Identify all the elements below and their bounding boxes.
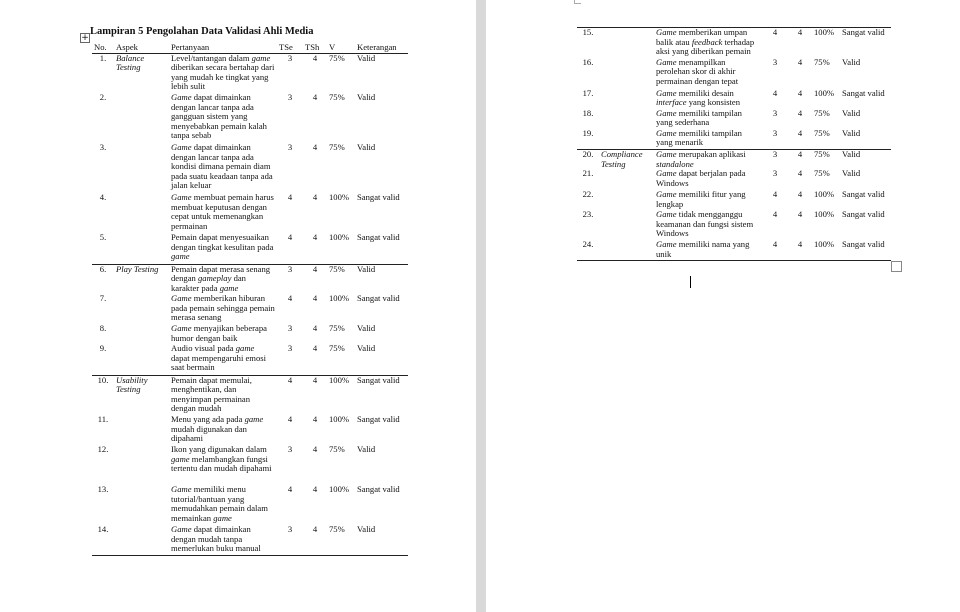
row-tse: 4	[287, 485, 293, 495]
row-question: Menu yang ada pada game mudah digunakan dan dipahami	[171, 415, 264, 444]
row-question: Game memberikan umpan balik atau feedback terhadap aksi yang diberikan pemain	[654, 28, 762, 58]
table-body-right	[577, 28, 891, 261]
row-question: Game memiliki nama yang unik	[654, 240, 762, 260]
table-row	[577, 28, 891, 58]
row-number: 8.	[99, 324, 107, 334]
row-tsh: 4	[312, 344, 318, 354]
row-number: 22.	[582, 190, 594, 200]
header-aspek: Aspek	[114, 43, 169, 53]
row-question: Game tidak mengganggu keamanan dan fungsi sistem Windows	[656, 210, 754, 239]
row-keterangan: Sangat valid	[357, 415, 400, 425]
row-question: Game dapat dimainkan dengan mudah tanpa memerlukan buku manual	[169, 525, 277, 555]
row-v: 100%	[329, 193, 350, 203]
row-number: 6.	[92, 264, 114, 294]
row-keterangan: Sangat valid	[357, 294, 400, 304]
row-number: 9.	[99, 344, 107, 354]
row-tse: 3	[772, 169, 778, 179]
row-aspect: Usability Testing	[114, 375, 169, 415]
row-keterangan: Valid	[357, 143, 376, 153]
row-tse: 3	[772, 128, 778, 138]
page-corner-mark	[574, 0, 581, 4]
text-cursor	[690, 276, 691, 288]
row-tse: 4	[287, 294, 293, 304]
row-tsh: 4	[312, 233, 318, 243]
row-v: 75%	[327, 525, 355, 555]
table-row	[577, 109, 891, 129]
row-keterangan: Valid	[842, 128, 861, 138]
row-keterangan: Sangat valid	[842, 190, 885, 200]
row-tse: 3	[277, 264, 303, 294]
row-question: Game membuat pemain harus membuat keputusan dengan cepat untuk memenangkan permainan	[171, 193, 274, 231]
row-v: 75%	[329, 445, 345, 455]
row-v: 75%	[814, 169, 830, 179]
document-title: Lampiran 5 Pengolahan Data Validasi Ahli Media	[90, 26, 314, 37]
row-aspect	[599, 240, 654, 260]
row-keterangan: Valid	[357, 93, 376, 103]
row-tsh: 4	[312, 93, 318, 103]
row-tse: 4	[762, 28, 788, 58]
row-tsh: 4	[797, 210, 803, 220]
row-number: 4.	[99, 193, 107, 203]
header-tse: TSe	[277, 43, 303, 53]
row-v: 75%	[327, 264, 355, 294]
row-number: 13.	[97, 485, 109, 495]
row-number: 5.	[99, 233, 107, 243]
table-move-handle-icon[interactable]: +	[81, 33, 89, 43]
row-tse: 4	[277, 375, 303, 415]
row-tse: 4	[287, 233, 293, 243]
row-keterangan: Valid	[357, 445, 376, 455]
row-number: 18.	[582, 108, 594, 118]
row-keterangan: Valid	[355, 264, 408, 294]
table-row	[92, 525, 408, 555]
row-v: 100%	[812, 240, 840, 260]
validation-table-part-1	[92, 43, 408, 556]
table-row	[92, 233, 408, 264]
row-tsh: 4	[797, 190, 803, 200]
row-tse: 4	[772, 190, 778, 200]
row-tsh: 4	[312, 53, 318, 63]
header-pertanyaan: Pertanyaan	[169, 43, 277, 53]
row-keterangan: Sangat valid	[842, 210, 885, 220]
row-question: Ikon yang digunakan dalam game melambangkan fungsi tertentu dan mudah dipahami	[171, 445, 272, 474]
row-aspect	[599, 190, 654, 210]
row-aspect	[114, 324, 169, 344]
row-aspect	[114, 344, 169, 375]
row-tsh: 4	[797, 108, 803, 118]
table-row	[577, 240, 891, 260]
row-v: 100%	[329, 233, 350, 243]
table-row	[92, 264, 408, 294]
row-number: 14.	[92, 525, 114, 555]
row-v: 75%	[329, 143, 345, 153]
row-tse: 3	[277, 525, 303, 555]
row-tse: 3	[287, 445, 293, 455]
header-v: V	[327, 43, 355, 53]
row-v: 75%	[814, 108, 830, 118]
row-tse: 3	[287, 324, 293, 334]
row-tse: 3	[772, 108, 778, 118]
row-v: 100%	[329, 415, 350, 425]
row-v: 100%	[814, 190, 835, 200]
row-question: Pemain dapat merasa senang dengan gameplay dan karakter pada game	[169, 264, 277, 294]
row-tsh: 4	[312, 485, 318, 495]
row-aspect	[599, 28, 654, 58]
row-question: Game memiliki desain interface yang konsisten	[656, 88, 741, 108]
row-v: 100%	[329, 485, 350, 495]
table-row	[92, 324, 408, 344]
row-tse: 4	[762, 240, 788, 260]
row-v: 75%	[814, 57, 830, 67]
row-keterangan: Valid	[357, 344, 376, 354]
row-keterangan: Sangat valid	[357, 193, 400, 203]
table-header-row	[92, 43, 408, 53]
table-row	[92, 415, 408, 445]
row-number: 3.	[99, 143, 107, 153]
table-row	[92, 485, 408, 525]
row-aspect	[114, 415, 169, 445]
table-row	[577, 210, 891, 240]
row-keterangan: Valid	[840, 150, 891, 170]
row-tsh: 4	[303, 264, 327, 294]
row-question: Game memberikan hiburan pada pemain sehingga pemain merasa senang	[171, 294, 275, 323]
table-resize-handle[interactable]	[891, 261, 902, 272]
row-question: Game dapat dimainkan dengan lancar tanpa ada gangguan sistem yang menyebabkan pemain kalah tanpa sebab	[171, 93, 267, 141]
row-tse: 4	[772, 88, 778, 98]
row-tsh: 4	[312, 294, 318, 304]
row-question: Game memiliki menu tutorial/bantuan yang memudahkan pemain dalam memainkan game	[171, 485, 268, 523]
row-tsh: 4	[797, 169, 803, 179]
row-aspect	[114, 485, 169, 525]
table-row	[92, 143, 408, 193]
row-v: 100%	[814, 88, 835, 98]
row-number: 17.	[582, 88, 594, 98]
header-keterangan: Keterangan	[355, 43, 408, 53]
row-aspect	[114, 93, 169, 143]
row-v: 75%	[814, 128, 830, 138]
row-v: 75%	[812, 150, 840, 170]
table-row	[577, 89, 891, 109]
row-number: 7.	[99, 294, 107, 304]
validation-table-part-2	[577, 27, 891, 261]
row-question: Level/tantangan dalam game diberikan secara bertahap dari yang mudah ke tingkat yang lebih sulit	[171, 53, 275, 92]
row-tsh: 4	[788, 28, 812, 58]
row-tsh: 4	[788, 150, 812, 170]
row-v: 75%	[329, 93, 345, 103]
row-keterangan: Valid	[842, 169, 861, 179]
row-v: 75%	[329, 344, 345, 354]
row-number: 21.	[582, 169, 594, 179]
row-tsh: 4	[303, 375, 327, 415]
row-question: Game dapat berjalan pada Windows	[656, 169, 746, 188]
row-v: 75%	[329, 324, 345, 334]
header-tsh: TSh	[303, 43, 327, 53]
page-gap	[476, 0, 486, 612]
row-tsh: 4	[312, 415, 318, 425]
row-number: 11.	[97, 415, 109, 425]
table-row	[577, 190, 891, 210]
row-keterangan: Valid	[842, 108, 861, 118]
row-aspect: Play Testing	[114, 264, 169, 294]
row-aspect	[599, 58, 654, 89]
row-question: Game memiliki fitur yang lengkap	[656, 190, 746, 209]
header-no: No.	[92, 43, 114, 53]
row-tsh: 4	[797, 88, 803, 98]
row-question: Game memiliki tampilan yang menarik	[656, 128, 742, 148]
row-question: Pemain dapat memulai, menghentikan, dan menyimpan permainan dengan mudah	[169, 375, 277, 415]
row-aspect	[599, 109, 654, 129]
row-number: 12.	[97, 445, 109, 455]
row-tse: 3	[287, 344, 293, 354]
row-v: 100%	[814, 210, 835, 220]
row-tse: 3	[762, 150, 788, 170]
row-aspect: Balance Testing	[116, 53, 145, 73]
table-row	[577, 150, 891, 170]
row-tse: 3	[287, 143, 293, 153]
row-question: Game merupakan aplikasi standalone	[654, 150, 762, 170]
row-tse: 4	[287, 415, 293, 425]
row-tse: 4	[287, 193, 293, 203]
row-number: 10.	[92, 375, 114, 415]
table-row	[92, 344, 408, 375]
table-row	[577, 58, 891, 89]
row-tsh: 4	[312, 143, 318, 153]
table-row	[577, 169, 891, 190]
row-question: Game dapat dimainkan dengan lancar tanpa ada kondisi dimana pemain diam pada suatu keadaan tanpa ada jalan keluar	[171, 143, 273, 191]
table-row	[92, 375, 408, 415]
row-number: 2.	[99, 93, 107, 103]
row-keterangan: Sangat valid	[357, 233, 400, 243]
row-number: 16.	[582, 57, 594, 67]
table-row	[577, 129, 891, 150]
row-number: 19.	[582, 128, 594, 138]
row-aspect	[114, 143, 169, 193]
row-keterangan: Sangat valid	[842, 88, 885, 98]
row-number: 20.	[577, 150, 599, 170]
row-aspect	[599, 129, 654, 150]
row-number: 24.	[577, 240, 599, 260]
row-tse: 3	[287, 53, 293, 63]
row-v: 75%	[329, 53, 345, 63]
row-aspect: Compliance Testing	[599, 150, 654, 170]
row-question: Pemain dapat menyesuaikan dengan tingkat kesulitan pada game	[171, 233, 274, 262]
table-row	[92, 93, 408, 143]
row-question: Audio visual pada game dapat mempengaruhi emosi saat bermain	[171, 344, 267, 373]
row-number: 23.	[582, 210, 594, 220]
row-keterangan: Sangat valid	[357, 485, 400, 495]
row-aspect	[114, 294, 169, 324]
row-keterangan: Valid	[842, 57, 861, 67]
row-tsh: 4	[797, 128, 803, 138]
row-tse: 3	[287, 93, 293, 103]
row-tsh: 4	[788, 240, 812, 260]
table-body-left	[92, 53, 408, 555]
table-row	[92, 294, 408, 324]
row-number: 15.	[577, 28, 599, 58]
row-number: 1.	[99, 53, 107, 63]
row-tse: 4	[772, 210, 778, 220]
row-tsh: 4	[312, 445, 318, 455]
row-aspect	[114, 233, 169, 264]
row-tse: 3	[772, 57, 778, 67]
row-keterangan: Valid	[357, 324, 376, 334]
row-aspect	[114, 445, 169, 485]
row-keterangan: Sangat valid	[355, 375, 408, 415]
row-v: 100%	[327, 375, 355, 415]
row-aspect	[599, 169, 654, 190]
row-aspect	[599, 89, 654, 109]
row-tsh: 4	[312, 324, 318, 334]
row-keterangan: Sangat valid	[840, 28, 891, 58]
row-aspect	[114, 525, 169, 555]
row-question: Game menampilkan perolehan skor di akhir permainan dengan tepat	[656, 57, 739, 86]
row-question: Game menyajikan beberapa humor dengan baik	[171, 324, 267, 343]
row-tsh: 4	[797, 57, 803, 67]
table-row	[92, 445, 408, 485]
row-tsh: 4	[303, 525, 327, 555]
row-question: Game memiliki tampilan yang sederhana	[656, 108, 742, 128]
row-aspect	[114, 193, 169, 233]
row-tsh: 4	[312, 193, 318, 203]
row-v: 100%	[812, 28, 840, 58]
row-keterangan: Valid	[355, 525, 408, 555]
row-aspect	[599, 210, 654, 240]
row-v: 100%	[329, 294, 350, 304]
row-keterangan: Valid	[357, 53, 376, 63]
row-keterangan: Sangat valid	[840, 240, 891, 260]
table-row	[92, 53, 408, 93]
table-row	[92, 193, 408, 233]
